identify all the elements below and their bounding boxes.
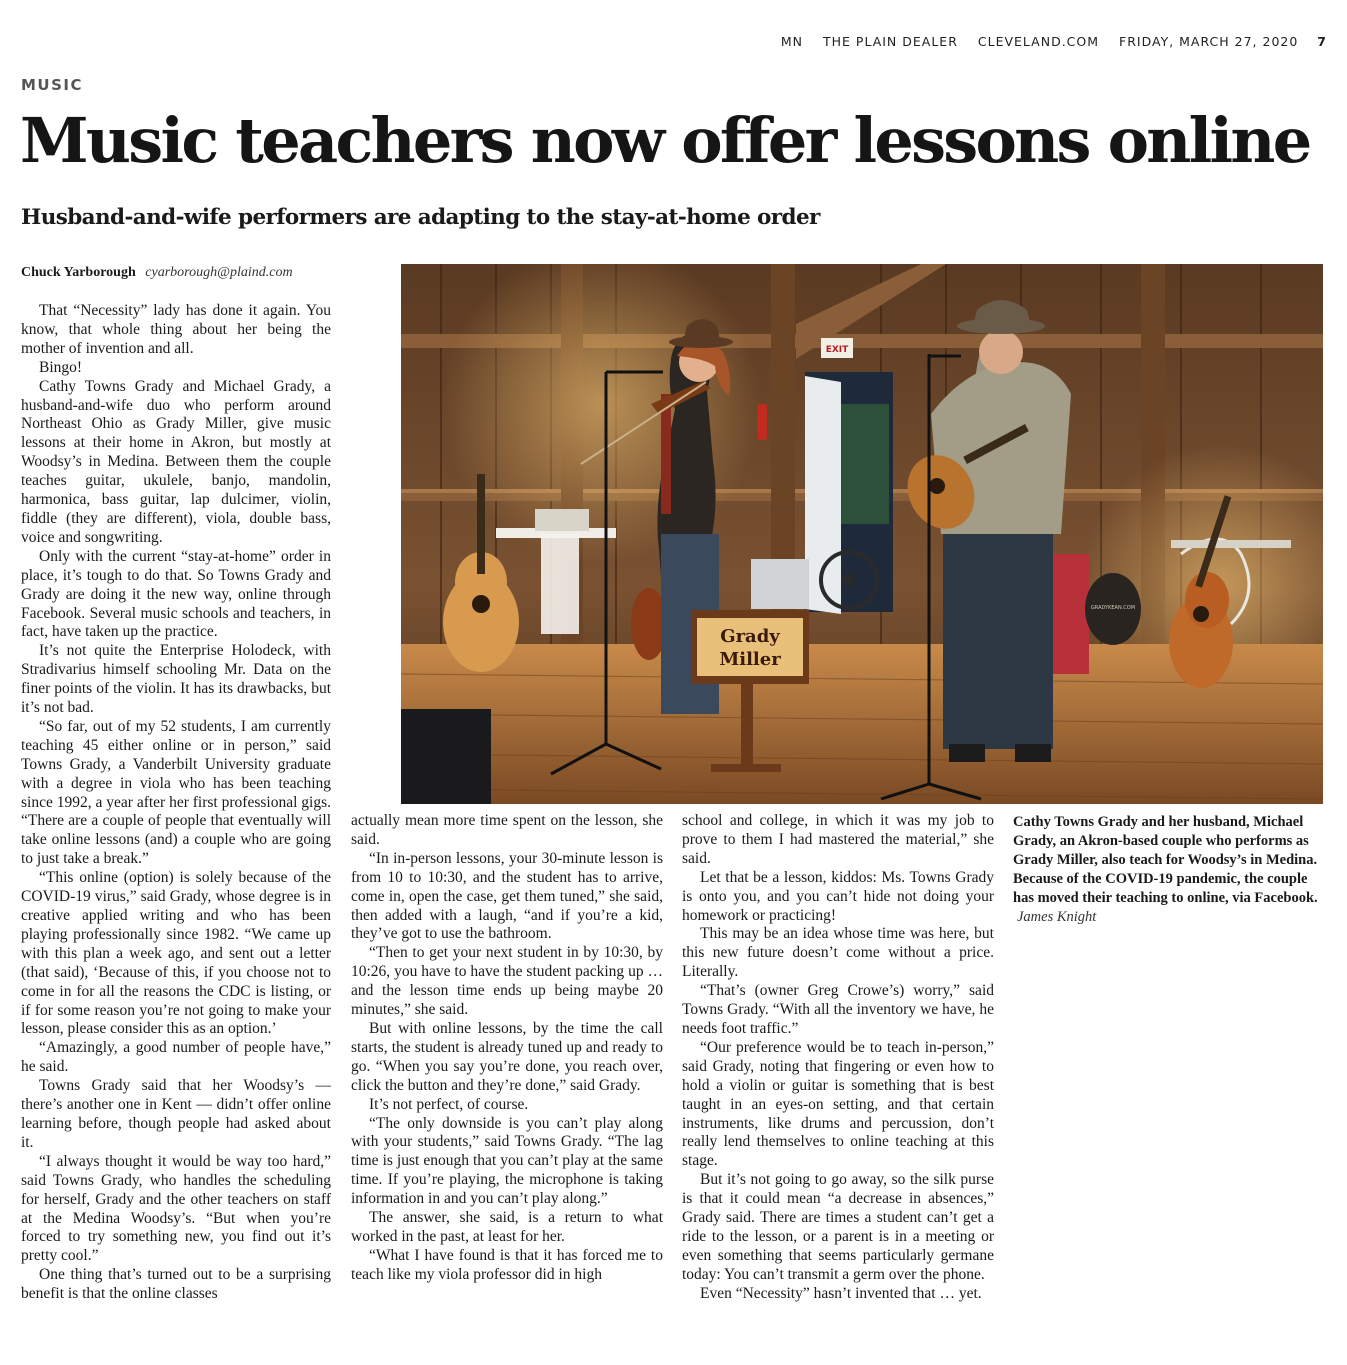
band-sign-line1: Grady bbox=[720, 626, 780, 647]
paragraph: “What I have found is that it has forced me to teach like my viola professor did in high bbox=[351, 1246, 663, 1283]
paragraph: “Our preference would be to teach in-person,” said Grady, noting that fingering or even how to hold a violin or guitar is something that is best taught in an eyes-on setting, and that certain instruments, like drums and percussion, don’t really lend themselves to online teaching at this stage. bbox=[682, 1038, 994, 1170]
exit-sign-text: EXIT bbox=[825, 345, 849, 355]
photo-credit: James Knight bbox=[1017, 909, 1097, 925]
page-number: 7 bbox=[1317, 34, 1327, 49]
paragraph: Even “Necessity” hasn’t invented that … yet. bbox=[700, 1284, 982, 1302]
paragraph: “Then to get your next student in by 10:30, by 10:26, you have to have the student packing up … and the lesson time ends up being maybe 20 minutes,” she said. bbox=[351, 944, 663, 1019]
byline bbox=[21, 265, 293, 281]
edition-code: MN bbox=[780, 34, 804, 49]
newspaper-name: THE PLAIN DEALER bbox=[823, 34, 958, 49]
paragraph: But with online lessons, by the time the call starts, the student is already tuned up and ready to go. “When you say you’re done, you reach over, click the button and they’re done,” said Grady. bbox=[351, 1019, 663, 1094]
author-name: Chuck Yarborough bbox=[21, 265, 136, 280]
paragraph: “Amazingly, a good number of people have,” he said. bbox=[21, 1039, 331, 1076]
paragraph: “So far, out of my 52 students, I am currently teaching 45 either online or in person,” said Towns Grady, a Vanderbilt University graduate with a degree in viola who has been teaching since 1992, a year after her first professional gigs. “There are a couple of people that eventually will take online lessons (and) a couple who are going to just take a break.” bbox=[21, 717, 331, 868]
paragraph: Only with the current “stay-at-home” order in place, it’s tough to do that. So Towns Grady and Grady are doing it the new way, online through Facebook. Several music schools and teachers, in fact, have taken up the practice. bbox=[21, 547, 331, 641]
paragraph: This may be an idea whose time was here, but this new future doesn’t come without a price. Literally. bbox=[682, 925, 994, 981]
article-subhead: Husband-and-wife performers are adapting to the stay-at-home order bbox=[21, 205, 820, 230]
paragraph: Towns Grady said that her Woodsy’s — there’s another one in Kent — didn’t offer online learning before, though people had asked about it. bbox=[21, 1077, 331, 1151]
paragraph: It’s not quite the Enterprise Holodeck, with Stradivarius himself schooling Mr. Data on the finer points of the violin. It has its drawbacks, but it’s not bad. bbox=[21, 642, 331, 717]
article-column-1 bbox=[21, 302, 331, 1304]
paragraph: It’s not perfect, of course. bbox=[369, 1095, 529, 1113]
paragraph: “In in-person lessons, your 30-minute lesson is from 10 to 10:30, and the student has to arrive, come in, open the case, get them tuned,” she said, then added with a laugh, “and if you’re a kid, they’ve got to use the bathroom. bbox=[351, 849, 663, 943]
caption-text: Cathy Towns Grady and her husband, Michael Grady, an Akron-based couple who performs as Grady Miller, also teach for Woodsy’s in Medina. Because of the COVID-19 pandemic, the couple has moved their teaching to online, via Facebook. bbox=[1013, 814, 1318, 906]
article-headline: Music teachers now offer lessons online bbox=[20, 104, 1310, 177]
paragraph: One thing that’s turned out to be a surprising benefit is that the online classes bbox=[21, 1266, 331, 1303]
author-email: cyarborough@plaind.com bbox=[145, 265, 293, 280]
paragraph: “The only downside is you can’t play along with your students,” said Towns Grady. “The lag time is just enough that you can’t play at the same time. If you’re playing, the microphone is taking information in and you can’t play along.” bbox=[351, 1114, 663, 1208]
paragraph: Let that be a lesson, kiddos: Ms. Towns Grady is onto you, and you can’t hide not doing your homework or practicing! bbox=[682, 868, 994, 924]
paragraph: Cathy Towns Grady and Michael Grady, a husband-and-wife duo who perform around Northeast Ohio as Grady Miller, give music lessons at their home in Akron, but mostly at Woodsy’s in Medina. Between them the couple teaches guitar, ukulele, banjo, mandolin, harmonica, bass guitar, lap dulcimer, violin, fiddle (they are different), viola, double bass, voice and songwriting. bbox=[21, 377, 331, 546]
page-masthead bbox=[766, 34, 1327, 49]
paragraph: “That’s (owner Greg Crowe’s) worry,” said Towns Grady. “With all the inventory we have, he needs foot traffic.” bbox=[682, 982, 994, 1037]
paragraph: But it’s not going to go away, so the silk purse is that it could mean “a decrease in absences,” Grady said. There are times a student can’t get a ride to the lesson, or a parent is in a meeting or even something that seems particularly germane today: You can’t transmit a germ over the phone. bbox=[682, 1171, 994, 1283]
article-column-2 bbox=[351, 812, 663, 1285]
photo-caption bbox=[1013, 813, 1318, 927]
paragraph: “I always thought it would be way too hard,” said Towns Grady, who handles the scheduling for herself, Grady and the other teachers on staff at the Medina Woodsy’s. “But when you’re forced to try something new, you find out it’s pretty cool.” bbox=[21, 1152, 331, 1265]
website-name: CLEVELAND.COM bbox=[977, 34, 1100, 49]
section-label: MUSIC bbox=[21, 76, 83, 94]
drum-head-text: GRADYKEAN.COM bbox=[1090, 605, 1136, 611]
article-column-3 bbox=[682, 812, 994, 1304]
paragraph: Bingo! bbox=[39, 358, 83, 376]
paragraph: The answer, she said, is a return to what worked in the past, at least for her. bbox=[351, 1209, 663, 1245]
paragraph: actually mean more time spent on the lesson, she said. bbox=[351, 812, 663, 848]
paragraph: “This online (option) is solely because of the COVID-19 virus,” said Grady, whose degree is in creative applied writing and who has been playing professionally since 1982. “We came up with this plan a week ago, and sent out a letter (that said), ‘Because of this, if you choose not to come in for all the reasons the CDC is listing, or if for some reason you’re not going to make your lesson, please consider this as an option.’ bbox=[21, 869, 331, 1038]
band-sign-line2: Miller bbox=[719, 649, 781, 670]
paragraph: school and college, in which it was my job to prove to them I had mastered the material,” she said. bbox=[682, 812, 994, 867]
paragraph: That “Necessity” lady has done it again. You know, that whole thing about her being the mother of invention and all. bbox=[21, 302, 331, 357]
article-photo bbox=[401, 264, 1323, 804]
issue-date: FRIDAY, MARCH 27, 2020 bbox=[1119, 34, 1299, 49]
